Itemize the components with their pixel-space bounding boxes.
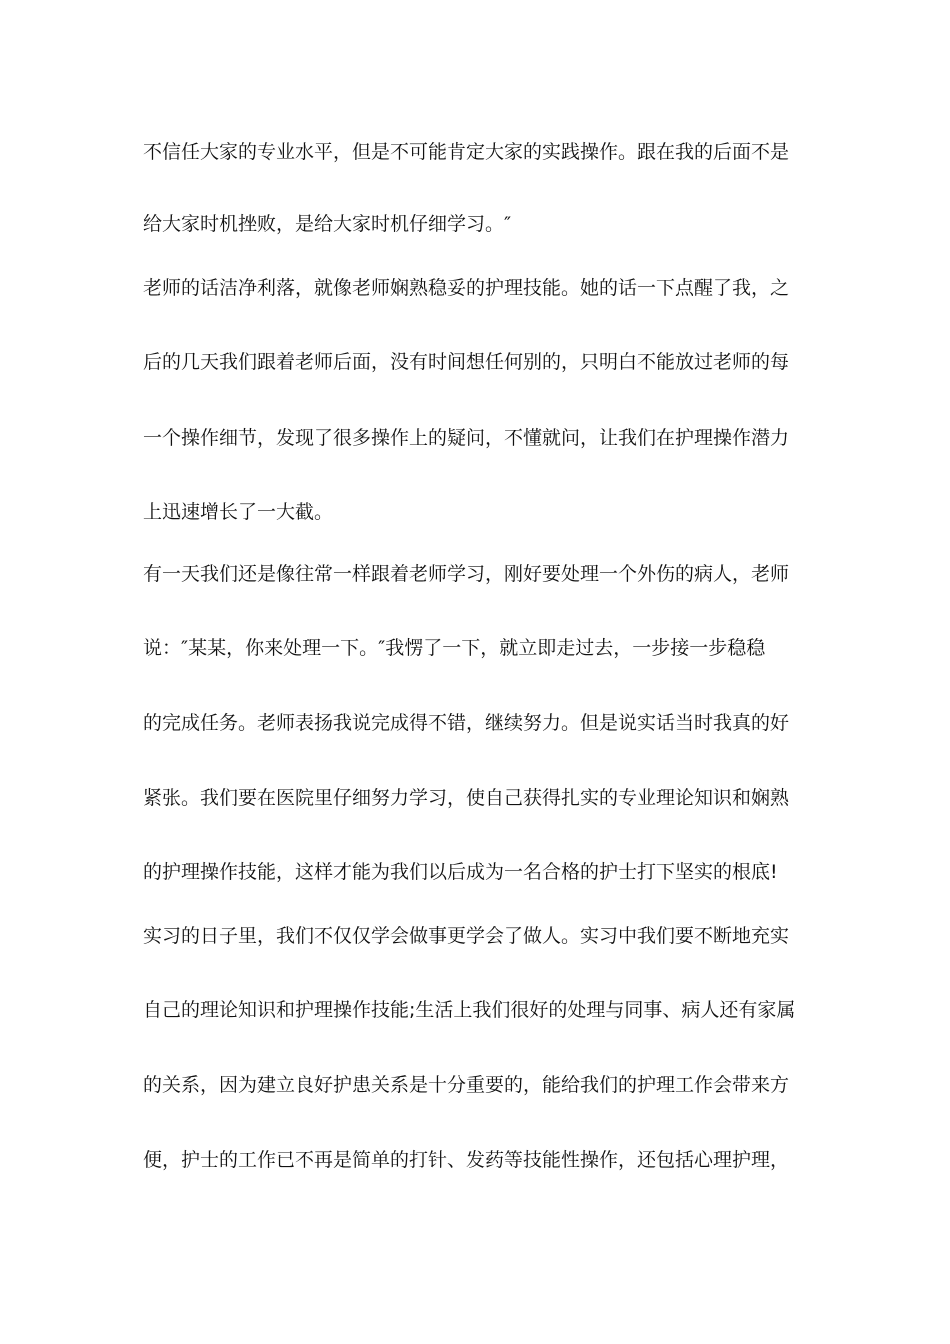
text-line: 便，护士的工作已不再是简单的打针、发药等技能性操作，还包括心理护理， bbox=[143, 1149, 790, 1171]
text-line: 的护理操作技能，这样才能为我们以后成为一名合格的护士打下坚实的根底! bbox=[143, 861, 778, 883]
paragraph-start-line: 老师的话洁净利落，就像老师娴熟稳妥的护理技能。她的话一下点醒了我，之 bbox=[143, 277, 790, 299]
text-line: 说：″某某，你来处理一下。″我愣了一下，就立即走过去，一步接一步稳稳 bbox=[143, 637, 766, 659]
text-line: 一个操作细节，发现了很多操作上的疑问，不懂就问，让我们在护理操作潜力 bbox=[143, 427, 790, 449]
text-line: 不信任大家的专业水平，但是不可能肯定大家的实践操作。跟在我的后面不是 bbox=[143, 141, 790, 163]
paragraph-start-line: 有一天我们还是像往常一样跟着老师学习，刚好要处理一个外伤的病人，老师 bbox=[143, 563, 790, 585]
text-line: 的完成任务。老师表扬我说完成得不错，继续努力。但是说实话当时我真的好 bbox=[143, 712, 790, 734]
text-line: 紧张。我们要在医院里仔细努力学习，使自己获得扎实的专业理论知识和娴熟 bbox=[143, 787, 790, 809]
text-line: 给大家时机挫败，是给大家时机仔细学习。″ bbox=[143, 213, 512, 235]
text-line: 上迅速增长了一大截。 bbox=[143, 501, 334, 523]
text-line: 后的几天我们跟着老师后面，没有时间想任何别的，只明白不能放过老师的每 bbox=[143, 351, 790, 373]
text-line: 的关系，因为建立良好护患关系是十分重要的，能给我们的护理工作会带来方 bbox=[143, 1074, 790, 1096]
paragraph-start-line: 实习的日子里，我们不仅仅学会做事更学会了做人。实习中我们要不断地充实 bbox=[143, 925, 790, 947]
text-line: 自己的理论知识和护理操作技能;生活上我们很好的处理与同事、病人还有家属 bbox=[143, 999, 796, 1021]
